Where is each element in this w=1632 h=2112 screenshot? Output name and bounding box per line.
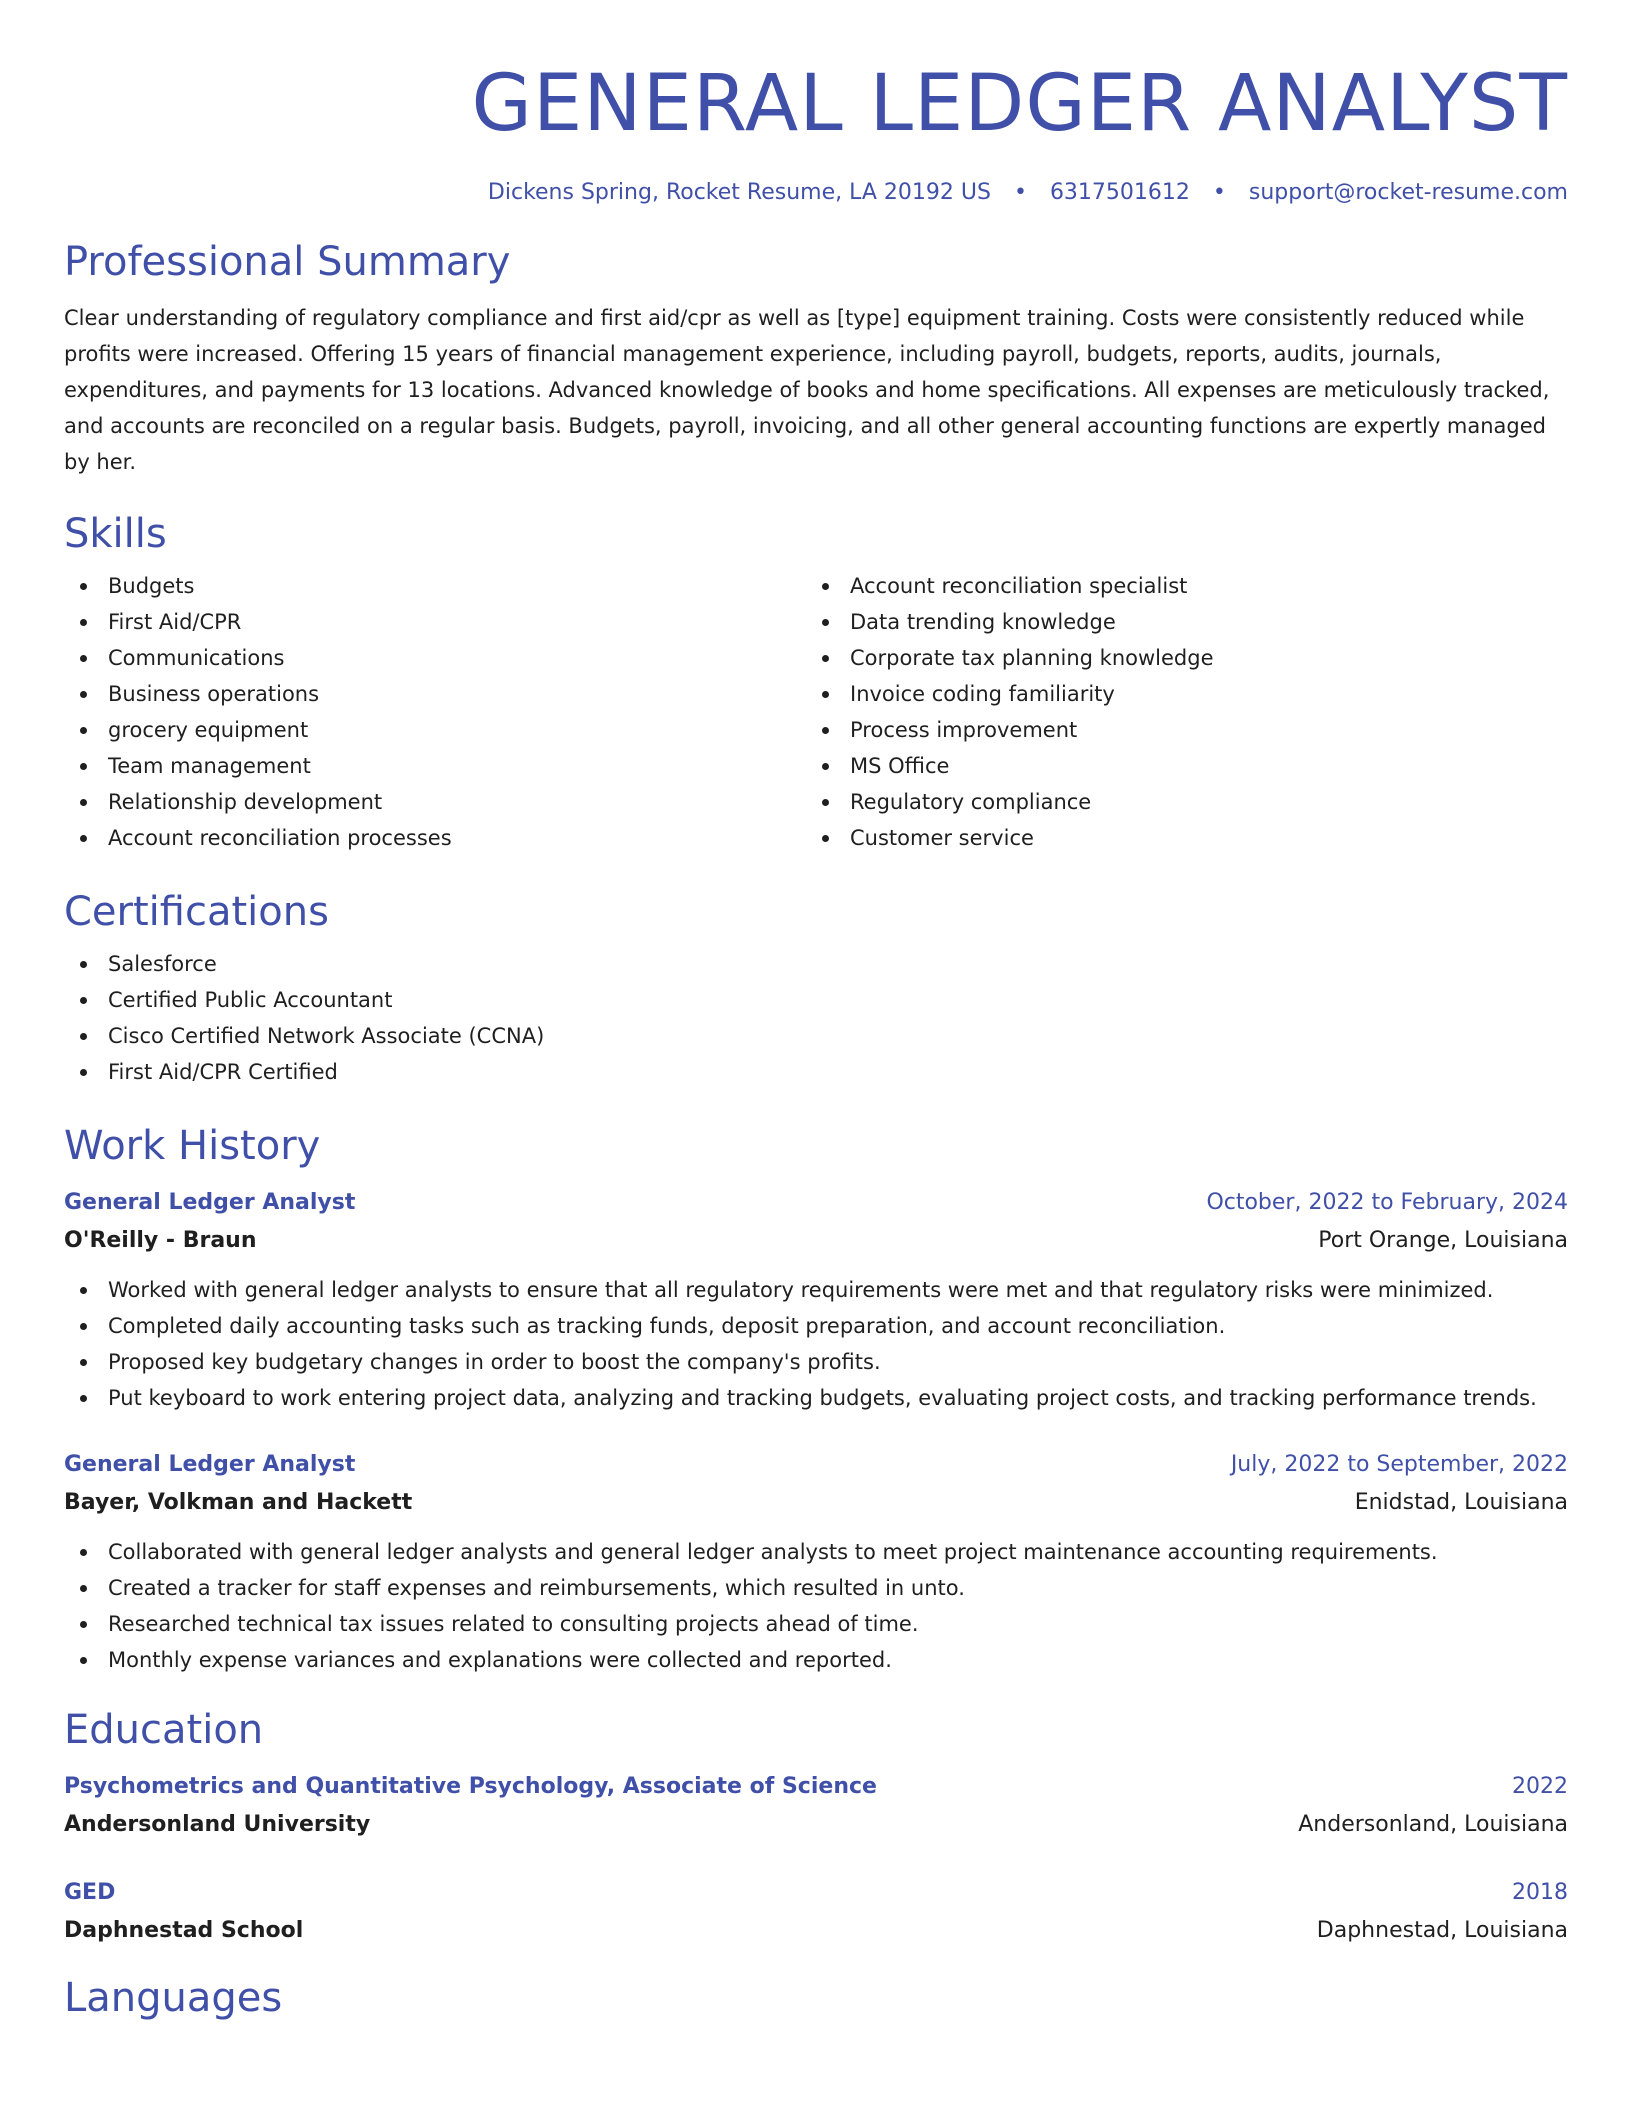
job-bullet: Worked with general ledger analysts to ensure that all regulatory requirements were met and that regulatory risks were minimized. [64,1272,1568,1308]
job-dates: October, 2022 to February, 2024 [1206,1190,1568,1215]
skill-item: Team management [64,748,806,784]
education-school: Daphnestad School [64,1918,304,1943]
job-bullet: Proposed key budgetary changes in order to boost the company's profits. [64,1344,1568,1380]
education-location: Daphnestad, Louisiana [1316,1918,1568,1943]
contact-phone: 6317501612 [1049,180,1190,205]
section-title-skills: Skills [64,511,167,557]
contact-address: Dickens Spring, Rocket Resume, LA 20192 US [487,180,991,205]
certification-item: Salesforce [64,946,1568,982]
contact-email: support@rocket-resume.com [1248,180,1568,205]
skills-section [64,508,1568,856]
skill-item: grocery equipment [64,712,806,748]
skill-item: Account reconciliation specialist [806,568,1568,604]
education-degree: Psychometrics and Quantitative Psychology, Associate of Science [64,1774,877,1799]
section-title-summary: Professional Summary [64,239,511,285]
skill-item: Budgets [64,568,806,604]
certifications-list [64,946,1568,1090]
job-title: General Ledger Analyst [64,1190,356,1215]
education-location: Andersonland, Louisiana [1298,1812,1568,1837]
job-bullets [64,1272,1568,1416]
certifications-section [64,886,1568,1090]
skill-item: First Aid/CPR [64,604,806,640]
certification-item: Certified Public Accountant [64,982,1568,1018]
education-school: Andersonland University [64,1812,371,1837]
job-location: Enidstad, Louisiana [1354,1490,1568,1515]
job-bullet: Put keyboard to work entering project data, analyzing and tracking budgets, evaluating project costs, and tracking performance trends. [64,1380,1568,1416]
job-entry [64,1446,1568,1678]
job-bullet: Created a tracker for staff expenses and reimbursements, which resulted in unto. [64,1570,1568,1606]
education-school-row [64,1912,1568,1950]
skill-item: Invoice coding familiarity [806,676,1568,712]
education-degree-row [64,1768,1568,1806]
skill-item: Customer service [806,820,1568,856]
work-history-section [64,1120,1568,1678]
skill-item: Relationship development [64,784,806,820]
education-year: 2018 [1512,1880,1568,1905]
job-entry [64,1184,1568,1416]
certification-item: Cisco Certified Network Associate (CCNA) [64,1018,1568,1054]
job-bullet: Collaborated with general ledger analysts and general ledger analysts to meet project maintenance accounting requirements. [64,1534,1568,1570]
education-school-row [64,1806,1568,1844]
job-company: O'Reilly - Braun [64,1228,257,1253]
job-company-row [64,1222,1568,1260]
education-entry [64,1874,1568,1950]
job-bullets [64,1534,1568,1678]
skill-item: Data trending knowledge [806,604,1568,640]
job-title: General Ledger Analyst [64,1452,356,1477]
skills-list-left [64,568,806,856]
education-year: 2022 [1512,1774,1568,1799]
section-title-certifications: Certifications [64,889,329,935]
job-location: Port Orange, Louisiana [1318,1228,1568,1253]
skill-item: Process improvement [806,712,1568,748]
job-dates: July, 2022 to September, 2022 [1230,1452,1568,1477]
contact-separator: • [1013,180,1027,205]
education-section [64,1704,1568,1950]
job-bullet: Completed daily accounting tasks such as tracking funds, deposit preparation, and account reconciliation. [64,1308,1568,1344]
job-company-row [64,1484,1568,1522]
skills-list-right [806,568,1568,856]
professional-summary-section [64,236,1568,480]
contact-line [64,178,1568,208]
skill-item: Business operations [64,676,806,712]
skill-item: Communications [64,640,806,676]
skill-item: MS Office [806,748,1568,784]
section-title-languages: Languages [64,1975,283,2021]
certification-item: First Aid/CPR Certified [64,1054,1568,1090]
job-company: Bayer, Volkman and Hackett [64,1490,413,1515]
skill-item: Corporate tax planning knowledge [806,640,1568,676]
contact-separator: • [1212,180,1226,205]
job-bullet: Monthly expense variances and explanations were collected and reported. [64,1642,1568,1678]
education-degree-row [64,1874,1568,1912]
job-title-row [64,1446,1568,1484]
candidate-title: GENERAL LEDGER ANALYST [471,59,1568,149]
section-title-work: Work History [64,1123,321,1169]
resume-header [64,56,1568,208]
languages-section [64,1972,1568,2024]
job-title-row [64,1184,1568,1222]
education-degree: GED [64,1880,116,1905]
summary-text: Clear understanding of regulatory compliance and first aid/cpr as well as [type] equipment training. Costs were consistently reduced while profits were increased. Offering 15 years of financial management experience, including payroll, budgets, reports, audits, journals, expenditures, and payments for 13 locations. Advanced knowledge of books and home specifications. All expenses are meticulously tracked, and accounts are reconciled on a regular basis. Budgets, payroll, invoicing, and all other general accounting functions are expertly managed by her. [64,306,1550,474]
job-bullet: Researched technical tax issues related to consulting projects ahead of time. [64,1606,1568,1642]
skills-grid [64,568,1568,856]
education-entry [64,1768,1568,1844]
skill-item: Account reconciliation processes [64,820,806,856]
skill-item: Regulatory compliance [806,784,1568,820]
section-title-education: Education [64,1707,264,1753]
